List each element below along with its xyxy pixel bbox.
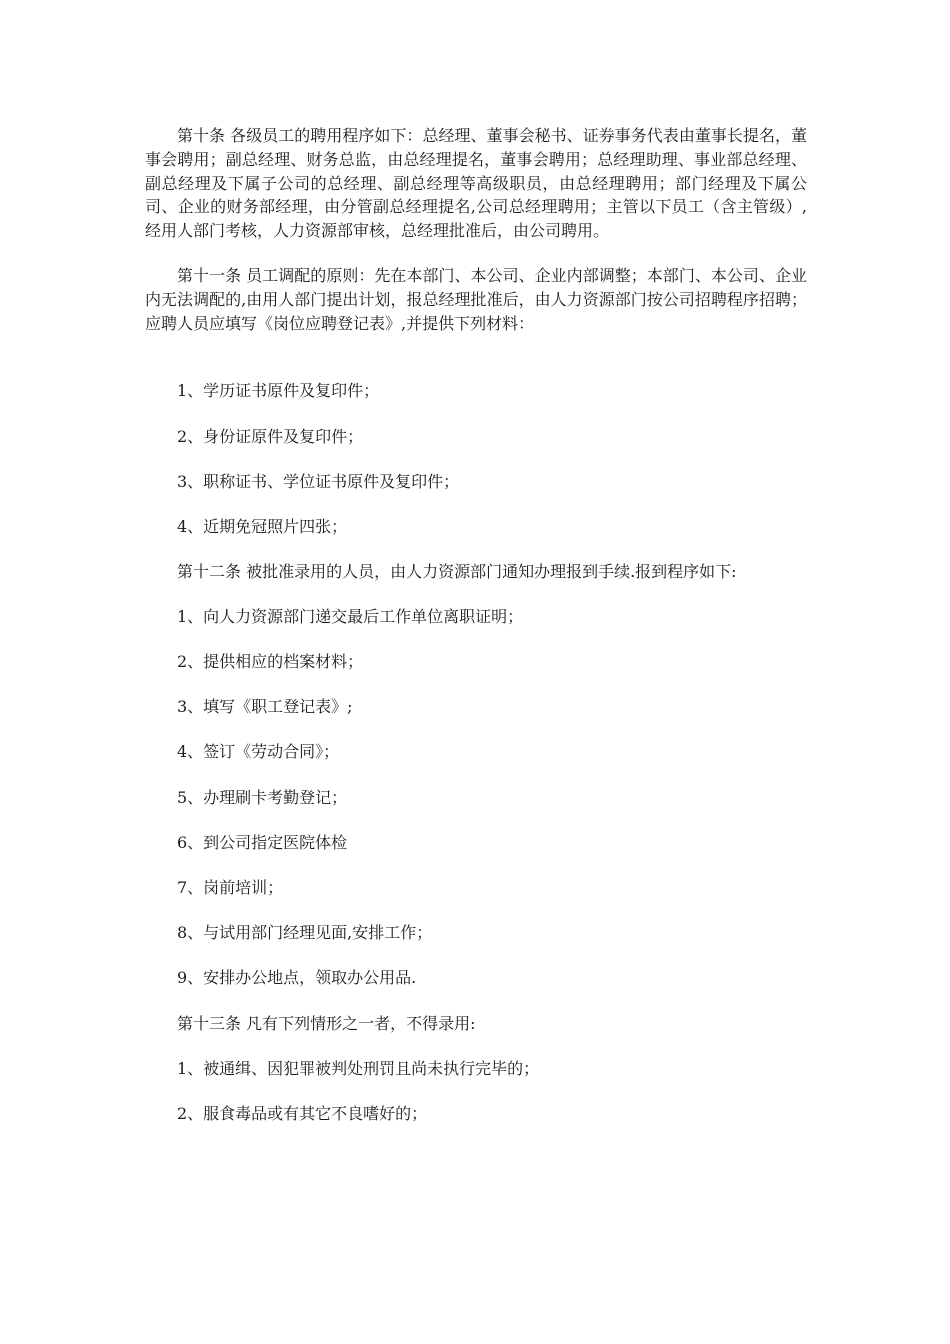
list-item: 3、填写《职工登记表》; bbox=[177, 697, 353, 717]
list-item: 1、向人力资源部门递交最后工作单位离职证明； bbox=[177, 606, 524, 626]
article-12-procedure-list bbox=[145, 605, 807, 990]
list-item: 3、职称证书、学位证书原件及复印件； bbox=[177, 471, 460, 491]
list-item: 5、办理刷卡考勤登记； bbox=[177, 787, 348, 807]
list-item: 2、服食毒品或有其它不良嗜好的； bbox=[177, 1103, 428, 1123]
list-item: 2、提供相应的档案材料； bbox=[177, 652, 364, 672]
article-12-paragraph: 第十二条 被批准录用的人员，由人力资源部门通知办理报到手续.报到程序如下: bbox=[177, 562, 737, 582]
article-11-material-list bbox=[145, 379, 807, 538]
article-10-paragraph: 第十条 各级员工的聘用程序如下：总经理、董事会秘书、证券事务代表由董事长提名，董事会聘用；副总经理、财务总监，由总经理提名，董事会聘用；总经理助理、事业部总经理、副总经理及下属子公司的总经理、副总经理等高级职员，由总经理聘用；部门经理及下属公司、企业的财务部经理，由分管副总经理提名,公司总经理聘用；主管以下员工（含主管级）,经用人部门考核，人力资源部审核，总经理批准后，由公司聘用。 bbox=[145, 126, 807, 241]
list-item: 2、身份证原件及复印件； bbox=[177, 426, 364, 446]
list-item: 4、近期免冠照片四张； bbox=[177, 516, 348, 536]
list-item: 1、学历证书原件及复印件； bbox=[177, 381, 380, 401]
article-13-paragraph: 第十三条 凡有下列情形之一者，不得录用: bbox=[177, 1013, 476, 1033]
article-11-paragraph: 第十一条 员工调配的原则：先在本部门、本公司、企业内部调整；本部门、本公司、企业内无法调配的,由用人部门提出计划，报总经理批准后，由人力资源部门按公司招聘程序招聘；应聘人员应填写《岗位应聘登记表》,并提供下列材料： bbox=[145, 265, 807, 333]
list-item: 4、签订《劳动合同》； bbox=[177, 742, 340, 762]
list-item: 6、到公司指定医院体检 bbox=[177, 832, 348, 852]
list-item: 7、岗前培训； bbox=[177, 878, 284, 898]
list-item: 9、安排办公地点，领取办公用品. bbox=[177, 968, 417, 988]
article-13-exclusion-list bbox=[145, 1057, 807, 1126]
list-item: 8、与试用部门经理见面,安排工作； bbox=[177, 923, 433, 943]
document-body bbox=[145, 124, 807, 1147]
list-item: 1、被通缉、因犯罪被判处刑罚且尚未执行完毕的； bbox=[177, 1058, 540, 1078]
